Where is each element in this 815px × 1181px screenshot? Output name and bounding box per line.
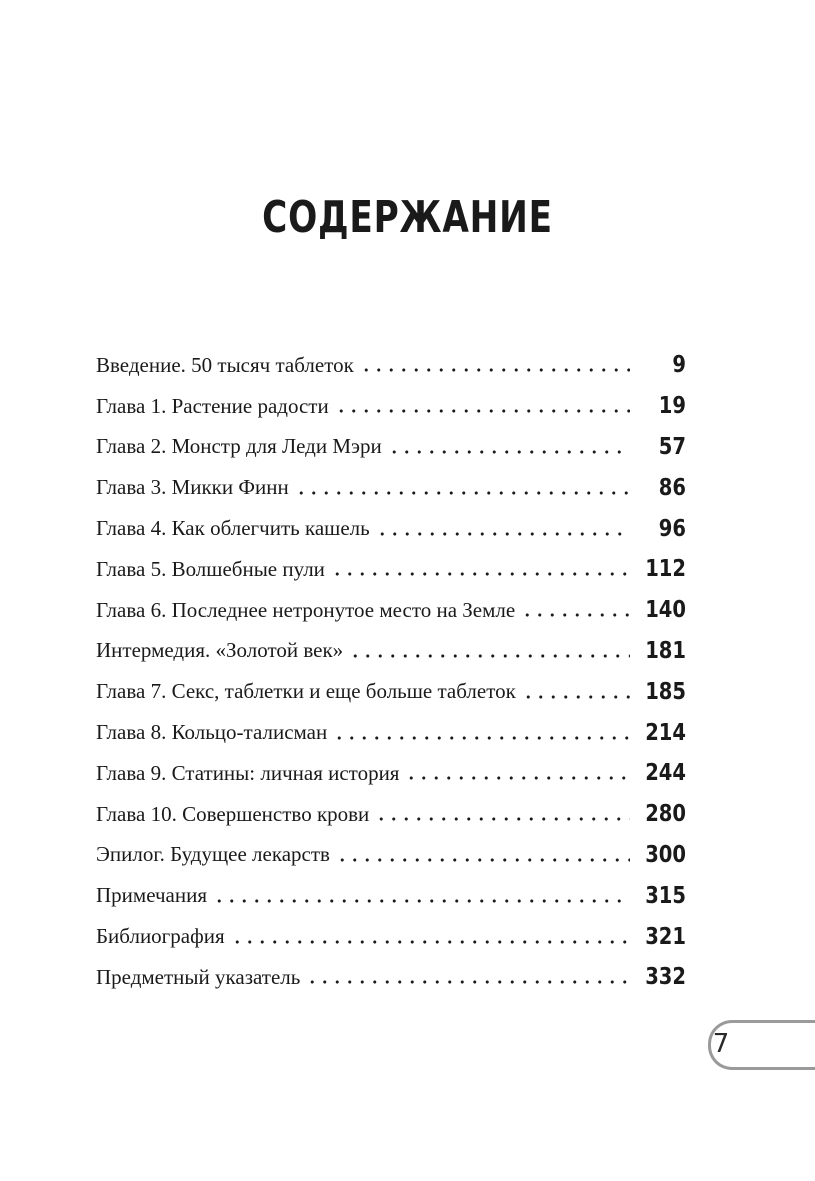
toc-entry-label: Библиография [96,924,229,949]
toc-entry[interactable] [96,508,686,549]
toc-entry-label: Глава 6. Последнее нетронутое место на Земле [96,598,519,623]
toc-entry-label: Примечания [96,883,211,908]
toc-entry-page: 332 [645,964,687,991]
toc-entry-label: Глава 2. Монстр для Леди Мэри [96,434,386,459]
toc-entry-page: 185 [645,678,687,705]
toc-entry-page: 181 [645,637,687,664]
toc-leader-dots [231,940,630,944]
toc-entry[interactable] [96,631,686,672]
toc-entry-page: 57 [658,433,686,460]
table-of-contents [96,345,686,998]
toc-entry-label: Глава 4. Как облегчить кашель [96,516,374,541]
toc-entry-label: Глава 9. Статины: личная история [96,761,403,786]
toc-entry-page: 140 [645,597,687,624]
toc-leader-dots [349,654,630,658]
toc-entry-label: Глава 8. Кольцо-талисман [96,720,331,745]
toc-entry[interactable] [96,875,686,916]
toc-leader-dots [360,368,630,372]
toc-entry[interactable] [96,794,686,835]
page-title: СОДЕРЖАНИЕ [262,192,553,243]
toc-entry-label: Введение. 50 тысяч таблеток [96,353,358,378]
toc-entry-page: 300 [645,841,687,868]
toc-entry-label: Глава 1. Растение радости [96,394,333,419]
toc-entry[interactable] [96,549,686,590]
toc-entry-page: 244 [645,760,687,787]
toc-leader-dots [521,613,630,617]
page-number: 7 [712,1029,730,1059]
toc-leader-dots [295,491,630,495]
toc-leader-dots [306,980,630,984]
toc-entry-label: Интермедия. «Золотой век» [96,638,347,663]
toc-entry-page: 112 [645,556,687,583]
toc-entry[interactable] [96,712,686,753]
toc-entry-page: 9 [672,352,686,379]
toc-leader-dots [388,450,630,454]
toc-entry[interactable] [96,671,686,712]
toc-entry-label: Предметный указатель [96,965,304,990]
toc-entry-page: 321 [645,923,687,950]
toc-entry-page: 280 [645,801,687,828]
toc-entry-label: Глава 5. Волшебные пули [96,557,329,582]
toc-leader-dots [336,858,630,862]
toc-entry-page: 96 [658,515,686,542]
toc-leader-dots [333,736,630,740]
toc-entry-page: 86 [658,474,686,501]
toc-entry[interactable] [96,467,686,508]
toc-leader-dots [375,817,630,821]
toc-leader-dots [405,776,630,780]
toc-leader-dots [335,409,630,413]
toc-entry[interactable] [96,835,686,876]
toc-leader-dots [213,899,630,903]
toc-entry-label: Глава 7. Секс, таблетки и еще больше таблеток [96,679,520,704]
toc-leader-dots [522,695,630,699]
toc-entry[interactable] [96,753,686,794]
toc-entry[interactable] [96,590,686,631]
toc-entry-label: Глава 10. Совершенство крови [96,802,373,827]
toc-leader-dots [376,532,630,536]
toc-entry[interactable] [96,427,686,468]
toc-entry[interactable] [96,957,686,998]
toc-entry-label: Глава 3. Микки Финн [96,475,293,500]
toc-entry[interactable] [96,916,686,957]
toc-entry-page: 19 [658,393,686,420]
toc-entry[interactable] [96,345,686,386]
toc-entry-page: 214 [645,719,687,746]
toc-entry[interactable] [96,386,686,427]
toc-entry-label: Эпилог. Будущее лекарств [96,842,334,867]
toc-entry-page: 315 [645,882,687,909]
toc-leader-dots [331,572,630,576]
